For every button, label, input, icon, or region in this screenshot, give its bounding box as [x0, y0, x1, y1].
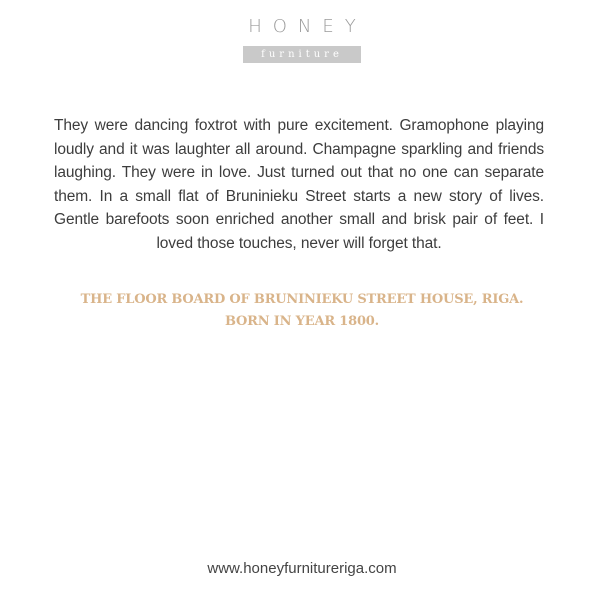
logo-wordmark: HONEY — [248, 16, 367, 37]
product-caption — [0, 289, 604, 333]
story-paragraph: They were dancing foxtrot with pure excitement. Gramophone playing loudly and it was laughter all around. Champagne sparkling and friends laughing. They were in love. Just turned out that no one can separate them. In a small flat of Bruninieku Street starts a new story of lives. Gentle barefoots soon enriched another small and brisk pair of feet. I loved those touches, never will forget that. — [54, 117, 544, 252]
caption-line-1: THE FLOOR BOARD OF BRUNINIEKU STREET HOUSE, RIGA. — [80, 292, 524, 307]
logo-tagline: furniture — [243, 46, 361, 63]
caption-line-2: BORN IN YEAR 1800. — [225, 314, 379, 329]
website-url: www.honeyfurnitureriga.com — [207, 560, 397, 577]
brand-logo — [0, 16, 604, 63]
